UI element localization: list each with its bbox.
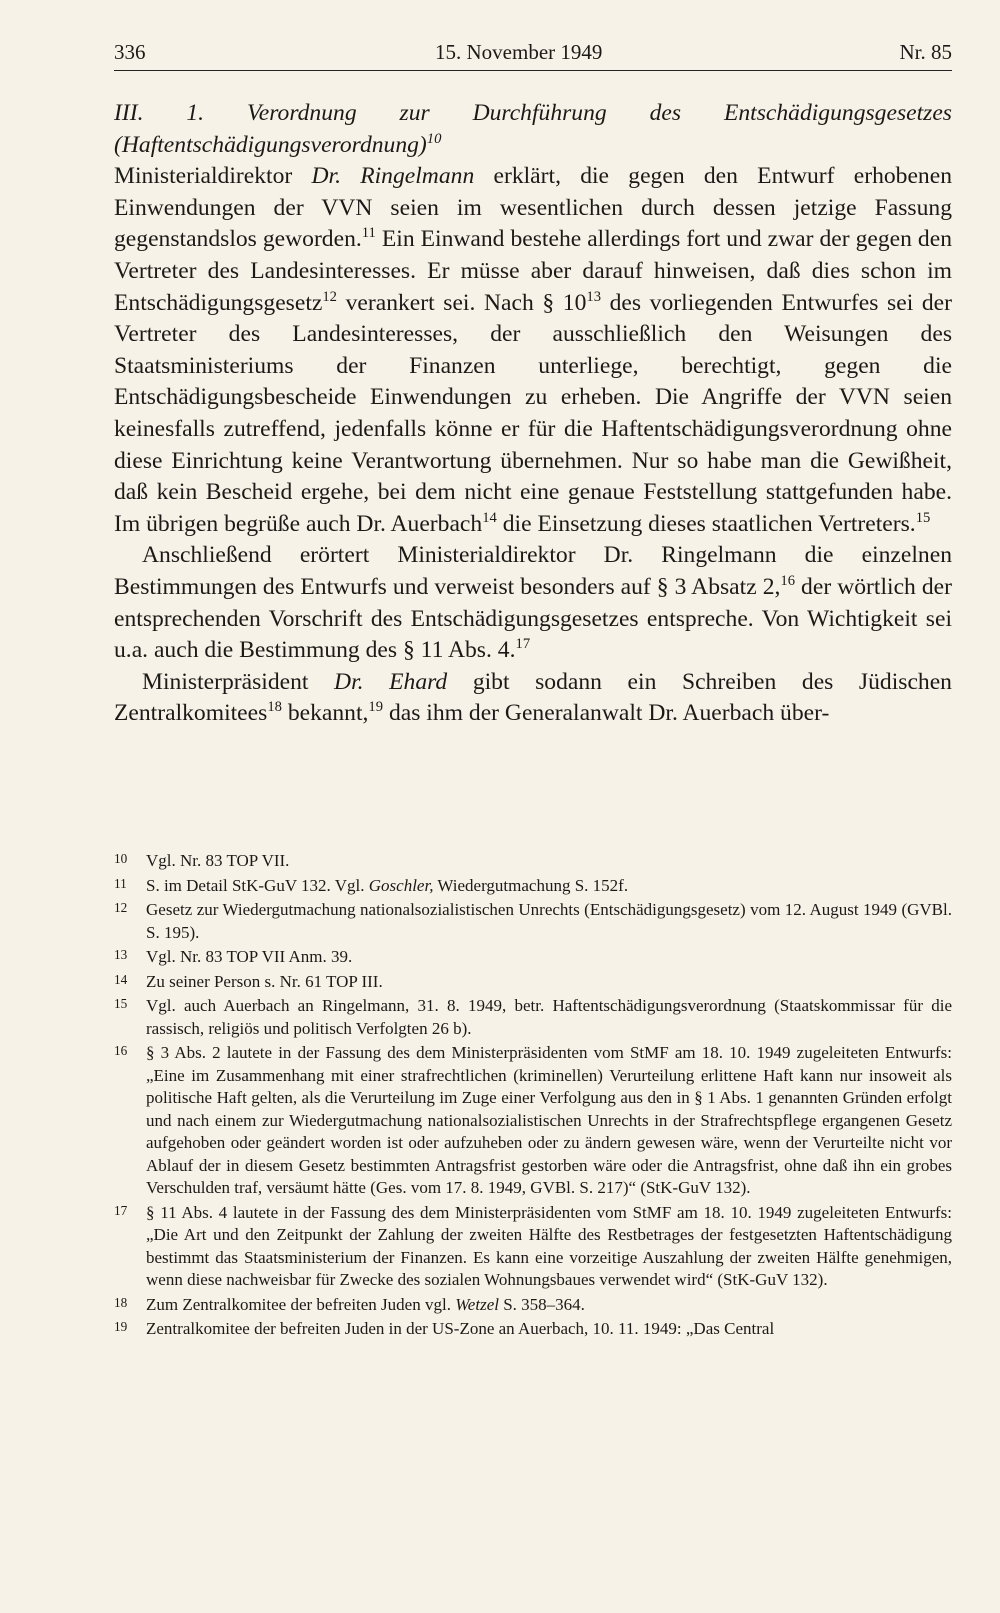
footnote-19: [114, 1318, 952, 1341]
header-issue: Nr. 85: [899, 40, 952, 64]
footnote-text: Vgl. Nr. 83 TOP VII Anm. 39.: [146, 947, 353, 966]
paragraph-text: der wörtlich der entsprechenden Vorschrift des Entschädigungsgesetzes entspreche. Von Wichtigkeit sei u.a. auch die Bestimmung des § 11 Abs. 4.: [114, 573, 952, 664]
footnotes: [114, 850, 952, 1343]
paragraph-2: [114, 540, 952, 666]
footnote-number: 10: [114, 851, 128, 866]
paragraph-text: erklärt, die gegen den Entwurf erhobenen Einwendungen der VVN seien im wesentlichen durch dessen jetzige Fassung gegenstandslos geworden.: [114, 163, 952, 253]
paragraph-text: verankert sei. Nach § 10: [336, 289, 587, 316]
paragraph-text: Ministerpräsident: [142, 668, 335, 695]
page-number: 336: [114, 40, 146, 64]
footnote-text: Zentralkomitee der befreiten Juden in der US-Zone an Auerbach, 10. 11. 1949: „Das Central: [146, 1319, 775, 1338]
paragraph-text: gibt sodann ein Schreiben des Jüdischen Zentralkomitees: [114, 668, 952, 727]
footnote-ref-19: 19: [368, 699, 384, 716]
footnote-text: Vgl. Nr. 83 TOP VII.: [146, 851, 290, 870]
paragraph-text: Ein Einwand bestehe allerdings fort und zwar der gegen den Vertreter des Landesinteresses. Er müsse aber darauf hinweisen, daß dies schon im Entschädigungsgesetz: [114, 226, 952, 316]
paragraph-3: [114, 667, 952, 730]
footnote-text: § 3 Abs. 2 lautete in der Fassung des dem Ministerpräsidenten vom StMF am 18. 10. 1949 zugeleiteten Entwurfs: „Eine im Zusammenhang mit einer strafrechtlichen (kriminellen) Verurteilung erlittene Haft kann nur insoweit als politische Haft gelten, als die Verurteilung im Zuge einer Verfolgung aus den in § 1 Abs. 1 genannten Gründen erfolgt und nach einem zur Wiedergutmachung nationalsozialistischen Unrechts in der Strafrechtspflege ergangenen Gesetz aufgehoben oder geändert worden ist oder aufzuheben oder zu ändern gewesen wäre, wenn der Verurteilte nicht vor Ablauf der in diesem Gesetz bestimmten Antragsfrist gestorben wäre oder die Antragsfrist, ohne daß ihn ein grobes Verschulden traf, versäumt hätte (Ges. vom 17. 8. 1949, GVBl. S. 217)“ (StK-GuV 132).: [146, 1043, 952, 1197]
section-heading: [114, 98, 952, 161]
paragraph-text: bekannt,: [281, 700, 369, 727]
paragraph-text: das ihm der Generalanwalt Dr. Auerbach über-: [383, 700, 830, 727]
footnote-number: 11: [114, 875, 127, 891]
footnote-12: [114, 899, 952, 944]
footnote-text: S. 358–364.: [498, 1294, 585, 1314]
footnote-17: [114, 1202, 952, 1292]
footnote-number: 18: [114, 1294, 128, 1310]
footnote-10: [114, 850, 952, 873]
paragraph-1: [114, 161, 952, 540]
footnote-ref-11: 11: [361, 225, 376, 242]
paragraph-text: Ministerialdirektor: [114, 163, 312, 190]
footnote-ref-15: 15: [915, 509, 931, 526]
footnote-text: Vgl. auch Auerbach an Ringelmann, 31. 8. 1949, betr. Haftentschädigungsverordnung (Staatskommissar für die rassisch, religiös und politisch Verfolgten 26 b).: [146, 996, 952, 1038]
speaker-name: Dr. Ehard: [334, 668, 448, 695]
footnote-number: 19: [114, 1319, 128, 1334]
footnote-number: 12: [114, 900, 128, 915]
footnote-text: § 11 Abs. 4 lautete in der Fassung des dem Ministerpräsidenten vom StMF am 18. 10. 1949 zugeleiteten Entwurfs: „Die Art und den Zeitpunkt der Zahlung der zweiten Hälfte des Restbetrages der festgesetzten Haftentschädigung bestimmt das Staatsministerium der Finanzen. Es kann eine vorzeitige Auszahlung der zweiten Hälfte genehmigen, wenn diese nachweisbar für Zwecke des sozialen Wohnungsbaues verwendet wird“ (StK-GuV 132).: [146, 1202, 952, 1289]
footnote-text: Zu seiner Person s. Nr. 61 TOP III.: [146, 971, 383, 991]
cited-author: Wetzel: [455, 1294, 499, 1314]
footnote-15: [114, 995, 952, 1040]
footnote-ref-18: 18: [267, 699, 282, 716]
footnote-18: [114, 1294, 952, 1317]
section-heading-text: III. 1. Verordnung zur Durchführung des Entschädigungsgesetzes (Haftentschädigungsverordnung): [114, 100, 952, 158]
main-text: [114, 98, 952, 730]
footnote-ref-17: 17: [515, 636, 531, 653]
paragraph-text: des vorliegenden Entwurfes sei der Vertreter des Landesinteresses, der ausschließlich den Weisungen des Staatsministeriums der Finanzen unterliege, berechtigt, gegen die Entschädigungsbescheide Einwendungen zu erheben. Die Angriffe der VVN seien keinesfalls zutreffend, jedenfalls könne er für die Haftentschädigungsverordnung ohne diese Einrichtung keine Verantwortung übernehmen. Nur so habe man die Gewißheit, daß kein Bescheid ergehe, bei dem nicht eine genaue Feststellung stattgefunden habe. Im übrigen begrüße auch Dr. Auerbach: [114, 289, 952, 537]
running-header: [114, 36, 952, 71]
footnote-ref-10: 10: [426, 130, 442, 147]
header-date: 15. November 1949: [435, 40, 603, 64]
footnote-ref-13: 13: [586, 288, 602, 305]
footnote-ref-14: 14: [482, 509, 497, 526]
footnote-number: 13: [114, 947, 128, 962]
paragraph-text: die Einsetzung dieses staatlichen Vertreters.: [496, 510, 916, 537]
footnote-number: 16: [114, 1043, 128, 1058]
footnote-number: 17: [114, 1202, 128, 1218]
footnote-text: Zum Zentralkomitee der befreiten Juden vgl.: [146, 1294, 456, 1314]
cited-author: Goschler,: [368, 875, 434, 895]
footnote-11: [114, 875, 952, 898]
footnote-ref-16: 16: [780, 573, 796, 590]
footnote-number: 14: [114, 971, 128, 987]
footnote-ref-12: 12: [322, 288, 337, 305]
footnote-text: Gesetz zur Wiedergutmachung nationalsozialistischen Unrechts (Entschädigungsgesetz) vom 12. August 1949 (GVBl. S. 195).: [146, 900, 952, 942]
footnote-number: 15: [114, 996, 128, 1011]
speaker-name: Dr. Ringelmann: [311, 163, 475, 190]
footnote-text: S. im Detail StK-GuV 132. Vgl.: [146, 875, 369, 895]
footnote-text: Wiedergutmachung S. 152f.: [433, 875, 629, 895]
footnote-16: [114, 1042, 952, 1200]
paragraph-text: Anschließend erörtert Ministerialdirektor Dr. Ringelmann die einzelnen Bestimmungen des Entwurfs und verweist besonders auf § 3 Absatz 2,: [114, 542, 952, 600]
footnote-14: [114, 971, 952, 994]
footnote-13: [114, 946, 952, 969]
